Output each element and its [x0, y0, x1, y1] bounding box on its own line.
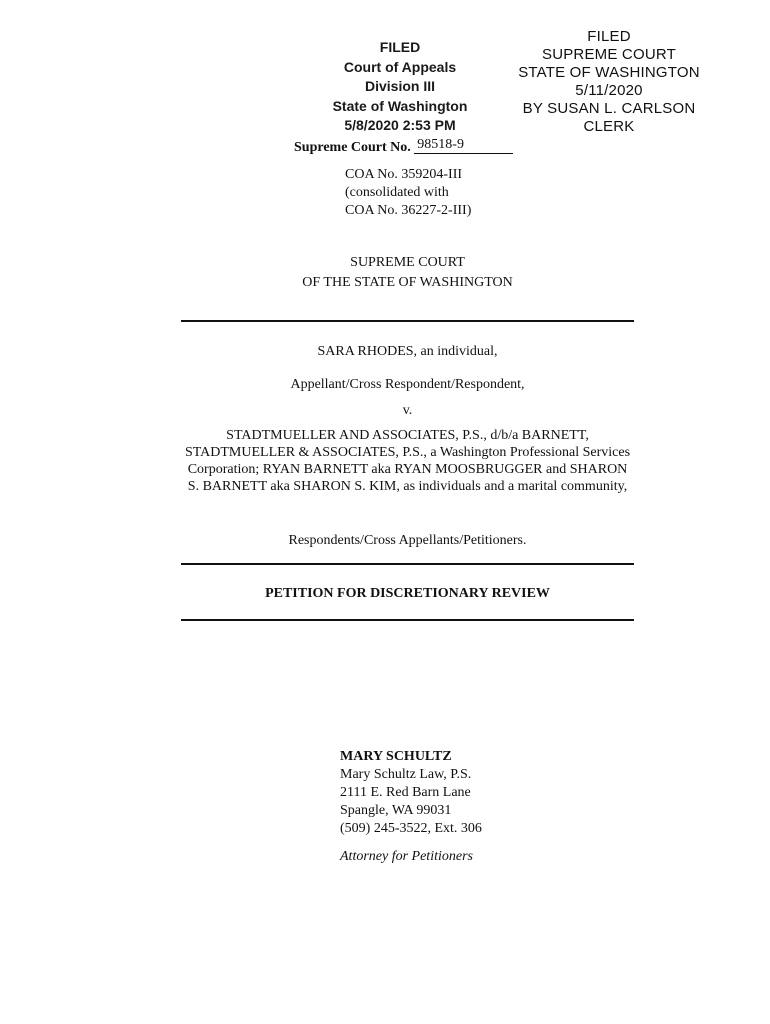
- stamp-line: SUPREME COURT: [541, 46, 676, 63]
- attorney-address-line2: Spangle, WA 99031: [340, 803, 452, 818]
- stamp-line: FILED: [379, 39, 421, 55]
- stamp-line: FILED: [587, 28, 631, 45]
- divider-line: [181, 563, 634, 565]
- stamp-line: State of Washington: [332, 97, 468, 114]
- coa-line: COA No. 36227-2-III): [345, 203, 472, 218]
- attorney-role: Attorney for Petitioners: [340, 849, 473, 864]
- divider-line: [181, 320, 634, 322]
- coa-line: COA No. 359204-III: [345, 167, 463, 182]
- court-name: [180, 253, 635, 293]
- attorney-firm: Mary Schultz Law, P.S.: [340, 767, 472, 782]
- supreme-court-number-label: Supreme Court No.: [294, 140, 411, 155]
- divider-line: [181, 619, 634, 621]
- defendant-role: Respondents/Cross Appellants/Petitioners.: [288, 533, 527, 548]
- attorney-signature-block: [340, 748, 482, 866]
- attorney-name: MARY SCHULTZ: [340, 749, 452, 764]
- stamp-line: CLERK: [583, 118, 635, 135]
- court-of-appeals-filed-stamp: [290, 38, 510, 136]
- court-name-line2: OF THE STATE OF WASHINGTON: [302, 275, 513, 290]
- plaintiff-name: SARA RHODES, an individual,: [317, 344, 498, 359]
- versus: v.: [402, 403, 413, 418]
- attorney-address-line1: 2111 E. Red Barn Lane: [340, 785, 471, 800]
- plaintiff-role: Appellant/Cross Respondent/Respondent,: [290, 377, 525, 392]
- attorney-phone: (509) 245-3522, Ext. 306: [340, 821, 482, 836]
- supreme-court-filed-stamp: [514, 28, 704, 136]
- stamp-line: 5/8/2020 2:53 PM: [344, 117, 456, 133]
- document-title: PETITION FOR DISCRETIONARY REVIEW: [265, 586, 550, 601]
- supreme-court-number: [294, 137, 513, 157]
- stamp-line: 5/11/2020: [575, 82, 643, 99]
- stamp-line: Division III: [364, 78, 435, 94]
- stamp-line: BY SUSAN L. CARLSON: [522, 100, 696, 117]
- stamp-line: Court of Appeals: [343, 58, 457, 75]
- defendant-names: STADTMUELLER AND ASSOCIATES, P.S., d/b/a BARNETT, STADTMUELLER & ASSOCIATES, P.S., a Washington Professional Services Corporation; RYAN BARNETT aka RYAN MOOSBRUGGER and SHARON S. BARNETT aka SHARON S. KIM, as individuals and a marital community,: [184, 428, 631, 494]
- coa-line: (consolidated with: [345, 185, 449, 200]
- court-name-line1: SUPREME COURT: [350, 255, 465, 270]
- coa-case-numbers: [345, 166, 471, 220]
- supreme-court-number-value: 98518-9: [414, 137, 513, 154]
- stamp-line: STATE OF WASHINGTON: [518, 64, 700, 81]
